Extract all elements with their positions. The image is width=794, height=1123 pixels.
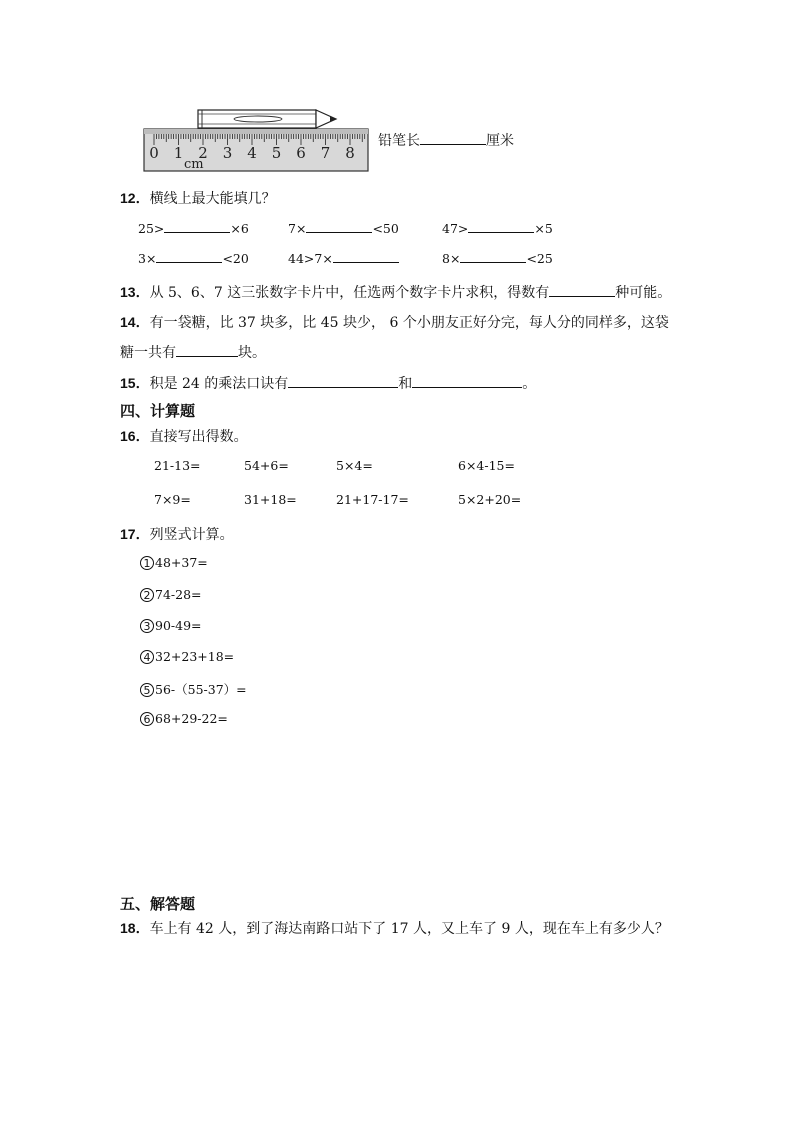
q12-item-1: 25> ×6 <box>138 218 249 236</box>
ruler-number: 0 <box>149 144 159 162</box>
calc-item: 21+17-17= <box>336 492 409 507</box>
question-number: 18． <box>120 920 150 936</box>
ruler-pencil-figure <box>140 100 372 174</box>
q12-blank-6[interactable] <box>460 248 526 263</box>
calc-item: 5×2+20= <box>458 492 522 507</box>
question-text: 横线上最大能填几？ <box>149 191 276 207</box>
q12-item-3: 47> ×5 <box>442 218 553 236</box>
q12-blank-3[interactable] <box>468 218 534 233</box>
circled-number: 4 <box>140 650 154 664</box>
question-12 <box>120 188 276 208</box>
ruler-number: 8 <box>345 144 355 162</box>
ruler-caption <box>378 130 514 150</box>
q12-blank-1[interactable] <box>164 218 230 233</box>
question-14-line2: 糖一共有 块。 <box>120 342 266 362</box>
ruler-number: 6 <box>296 144 306 162</box>
vertical-calc-item: 6 68+29-22= <box>140 711 228 726</box>
circled-number: 5 <box>140 683 154 697</box>
pencil-length-blank[interactable] <box>420 130 486 145</box>
ruler-caption-after: 厘米 <box>486 133 514 149</box>
q15-blank-2[interactable] <box>412 373 522 388</box>
q12-item-4: 3× <20 <box>138 248 249 266</box>
vertical-calc-item: 4 32+23+18= <box>140 649 234 664</box>
question-number: 14． <box>120 314 150 330</box>
calc-item: 21-13= <box>154 458 201 473</box>
question-16: 16．直接写出得数。 <box>120 428 248 445</box>
ruler-number: 4 <box>247 144 257 162</box>
pencil-icon <box>198 110 336 128</box>
calc-item: 54+6= <box>244 458 289 473</box>
q13-blank[interactable] <box>549 282 615 297</box>
q12-item-6: 8× <25 <box>442 248 553 266</box>
ruler <box>144 129 368 172</box>
question-number: 16． <box>120 428 150 444</box>
calc-item: 7×9= <box>154 492 191 507</box>
circled-number: 2 <box>140 588 154 602</box>
q12-item-2: 7× <50 <box>288 218 399 236</box>
question-number: 13． <box>120 284 150 300</box>
question-15: 15．积是 24 的乘法口诀有 和 。 <box>120 375 537 392</box>
section-heading-4: 四、计算题 <box>120 403 196 420</box>
q15-blank-1[interactable] <box>288 373 398 388</box>
q12-blank-4[interactable] <box>156 248 222 263</box>
question-18: 18．车上有 42 人，到了海达南路口站下了 17 人，又上车了 9 人，现在车上有多少人？ <box>120 920 669 937</box>
ruler-number: 2 <box>198 144 208 162</box>
question-number: 15． <box>120 375 150 391</box>
q12-item-5: 44>7× <box>288 248 399 266</box>
q14-blank[interactable] <box>176 342 238 357</box>
question-13: 13．从 5、6、7 这三张数字卡片中，任选两个数字卡片求积，得数有 种可能。 <box>120 284 672 301</box>
circled-number: 6 <box>140 712 154 726</box>
vertical-calc-item: 3 90-49= <box>140 618 202 633</box>
vertical-calc-item: 2 74-28= <box>140 587 202 602</box>
question-17: 17．列竖式计算。 <box>120 526 234 543</box>
calc-item: 6×4-15= <box>458 458 515 473</box>
vertical-calc-item: 1 48+37= <box>140 555 208 570</box>
q12-blank-2[interactable] <box>306 218 372 233</box>
section-heading-5: 五、解答题 <box>120 896 196 913</box>
ruler-number: 1 <box>173 144 184 162</box>
q12-blank-5[interactable] <box>333 248 399 263</box>
vertical-calc-item: 5 56-（55-37）= <box>140 680 247 698</box>
circled-number: 3 <box>140 619 154 633</box>
question-14: 14．有一袋糖，比 37 块多，比 45 块少， 6 个小朋友正好分完，每人分的同样多，这袋 <box>120 314 669 331</box>
ruler-caption-before: 铅笔长 <box>378 133 420 149</box>
calc-item: 31+18= <box>244 492 297 507</box>
calc-item: 5×4= <box>336 458 373 473</box>
ruler-number: 3 <box>222 144 233 162</box>
ruler-number: 5 <box>271 144 282 162</box>
ruler-unit-label: cm <box>184 157 204 172</box>
question-number: 12． <box>120 190 150 206</box>
question-number: 17． <box>120 526 150 542</box>
ruler-number: 7 <box>320 144 331 162</box>
circled-number: 1 <box>140 556 154 570</box>
